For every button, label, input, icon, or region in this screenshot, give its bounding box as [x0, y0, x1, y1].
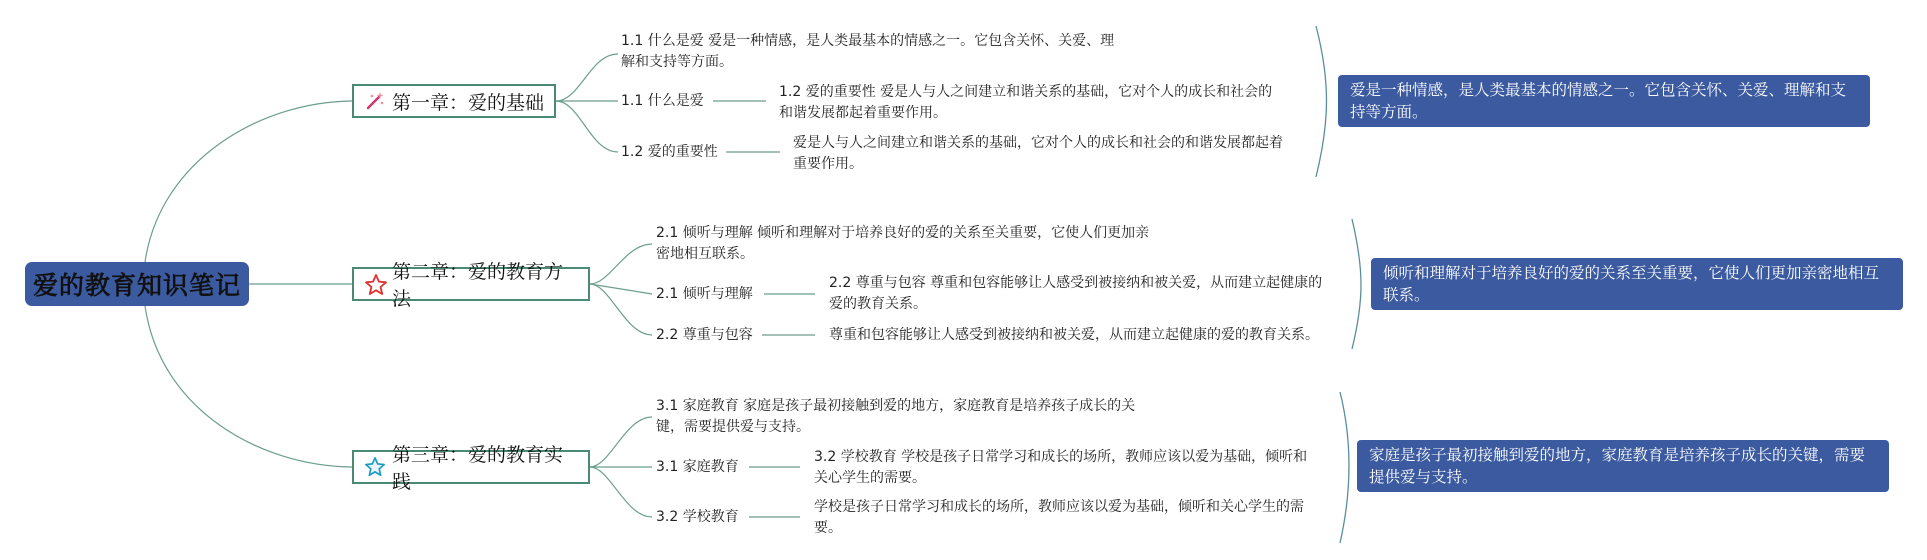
- chapter-2-summary[interactable]: 倾听和理解对于培养良好的爱的关系至关重要，它使人们更加亲密地相互联系。: [1371, 258, 1903, 310]
- chapter-1-sub-2-text[interactable]: 爱是人与人之间建立和谐关系的基础，它对个人的成长和社会的和谐发展都起着重要作用。: [793, 135, 1283, 172]
- summary-brace-1: [1316, 26, 1327, 177]
- chapter-1-topic[interactable]: 1.1 什么是爱 爱是一种情感，是人类最基本的情感之一。它包含关怀、关爱、理解和支持等方面。: [621, 33, 1115, 70]
- chapter-3-node[interactable]: [352, 444, 590, 493]
- chapter-2-title: 第二章：爱的教育方法: [392, 261, 564, 310]
- chapter-3-summary[interactable]: 家庭是孩子最初接触到爱的地方，家庭教育是培养孩子成长的关键，需要提供爱与支持。: [1357, 440, 1889, 492]
- chapter-3-sub-1-text[interactable]: 3.2 学校教育 学校是孩子日常学习和成长的场所，教师应该以爱为基础，倾听和关心学生的需要。: [814, 449, 1308, 486]
- chapter-3-title: 第三章：爱的教育实践: [392, 444, 564, 493]
- summary-brace-2: [1352, 219, 1361, 349]
- chapter-3-sub-2-label[interactable]: 3.2 学校教育: [656, 509, 739, 525]
- chapter-2-sub-2-text[interactable]: 尊重和包容能够让人感受到被接纳和被关爱，从而建立起健康的爱的教育关系。: [829, 327, 1319, 343]
- pencil-sparkle-icon: [364, 90, 386, 112]
- chapter-3-sub-2-text[interactable]: 学校是孩子日常学习和成长的场所，教师应该以爱为基础，倾听和关心学生的需要。: [814, 499, 1304, 536]
- chapter-1-sub-1-text[interactable]: 1.2 爱的重要性 爱是人与人之间建立和谐关系的基础，它对个人的成长和社会的和谐发展都起着重要作用。: [779, 84, 1273, 121]
- chapter-2-sub-1-label[interactable]: 2.1 倾听与理解: [656, 286, 753, 302]
- chapter-3-sub-1-label[interactable]: 3.1 家庭教育: [656, 459, 739, 475]
- chapter-2-topic[interactable]: 2.1 倾听与理解 倾听和理解对于培养良好的爱的关系至关重要，它使人们更加亲密地相互联系。: [656, 225, 1150, 262]
- chapter-1-summary[interactable]: 爱是一种情感，是人类最基本的情感之一。它包含关怀、关爱、理解和支持等方面。: [1338, 75, 1870, 127]
- chapter-3-topic[interactable]: 3.1 家庭教育 家庭是孩子最初接触到爱的地方，家庭教育是培养孩子成长的关键，需要提供爱与支持。: [656, 398, 1136, 435]
- root-link-chapter-3: [145, 306, 352, 467]
- root-link-chapter-1: [145, 101, 352, 262]
- chapter-2-sub-2-label[interactable]: 2.2 尊重与包容: [656, 327, 753, 343]
- chapter-1-sub-1-label[interactable]: 1.1 什么是爱: [621, 93, 704, 109]
- star-outline-icon: [364, 273, 386, 295]
- star-blue-icon: [364, 456, 386, 478]
- chapter-1-title: 第一章：爱的基础: [392, 91, 545, 114]
- summary-brace-3: [1340, 392, 1349, 543]
- chapter-1-sub-2-label[interactable]: 1.2 爱的重要性: [621, 144, 718, 160]
- chapter-2-sub-1-text[interactable]: 2.2 尊重与包容 尊重和包容能够让人感受到被接纳和被关爱，从而建立起健康的爱的教育关系。: [829, 275, 1323, 312]
- root-node[interactable]: 爱的教育知识笔记: [25, 262, 249, 306]
- chapter-1-node[interactable]: [352, 84, 556, 118]
- chapter-2-node[interactable]: [352, 261, 590, 310]
